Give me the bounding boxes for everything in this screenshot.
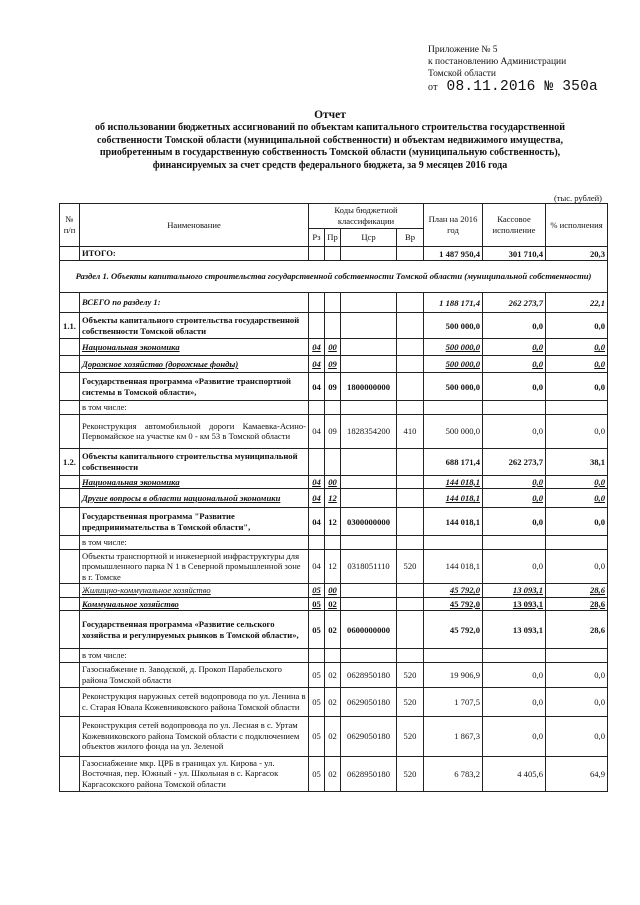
table-row (60, 489, 608, 508)
table-row (60, 649, 608, 663)
table-row (60, 611, 608, 649)
row-vr (397, 401, 424, 415)
row-csr: 0600000000 (341, 611, 397, 649)
row-csr: 0628950180 (341, 756, 397, 791)
row-number: 1.1. (60, 313, 80, 339)
row-name: Другие вопросы в области национальной экономики (80, 489, 309, 508)
title-line: финансируемых за счет средств федерального бюджета, за 9 месяцев 2016 года (152, 159, 508, 171)
row-pct: 0,0 (546, 716, 608, 756)
row-plan: 45 792,0 (424, 597, 483, 611)
row-cash: 0,0 (483, 339, 546, 356)
row-plan: 144 018,1 (424, 475, 483, 489)
row-number (60, 716, 80, 756)
row-number (60, 536, 80, 550)
col-codes: Коды бюджетной классификации (309, 204, 424, 229)
units-label: (тыс. рублей) (553, 193, 602, 203)
row-rz (309, 448, 325, 475)
row-pct: 0,0 (546, 662, 608, 687)
row-pr: 12 (325, 508, 341, 536)
row-pct: 64,9 (546, 756, 608, 791)
row-rz: 04 (309, 489, 325, 508)
row-rz (309, 293, 325, 313)
row-csr (341, 489, 397, 508)
row-rz: 05 (309, 662, 325, 687)
table-row (60, 247, 608, 261)
table-row (60, 401, 608, 415)
row-pr (325, 401, 341, 415)
table-row (60, 756, 608, 791)
row-name: Реконструкция автомобильной дороги Камаевка-Асино-Первомайское на участке км 0 - км 53 в Томской области (80, 414, 309, 448)
row-pr: 02 (325, 597, 341, 611)
col-num: № п/п (60, 204, 80, 247)
report-title (60, 108, 600, 172)
row-csr (341, 293, 397, 313)
row-pr (325, 313, 341, 339)
row-cash: 0,0 (483, 373, 546, 401)
row-cash: 13 093,1 (483, 584, 546, 598)
row-rz: 05 (309, 597, 325, 611)
row-number (60, 293, 80, 313)
row-rz (309, 649, 325, 663)
row-csr: 0628950180 (341, 662, 397, 687)
row-number (60, 549, 80, 584)
row-pr (325, 293, 341, 313)
row-name: Национальная экономика (80, 339, 309, 356)
row-plan: 1 707,5 (424, 687, 483, 716)
row-pr (325, 448, 341, 475)
row-plan: 144 018,1 (424, 549, 483, 584)
row-pct: 0,0 (546, 373, 608, 401)
table-row (60, 716, 608, 756)
table-row (60, 597, 608, 611)
row-csr (341, 401, 397, 415)
row-cash: 13 093,1 (483, 611, 546, 649)
row-number: 1.2. (60, 448, 80, 475)
row-rz (309, 247, 325, 261)
row-cash: 0,0 (483, 508, 546, 536)
row-pct (546, 536, 608, 550)
row-number (60, 597, 80, 611)
table-row (60, 584, 608, 598)
section-row (60, 261, 608, 293)
row-rz: 05 (309, 756, 325, 791)
row-name: Жилищно-коммунальное хозяйство (80, 584, 309, 598)
row-name: Объекты транспортной и инженерной инфраструктуры для промышленного парка N 1 в Северной промышленной зоне в г. Томске (80, 549, 309, 584)
title-line: собственности Томской области (муниципальной собственности) и объектам недвижимого имущества, (97, 134, 563, 146)
row-vr (397, 247, 424, 261)
row-vr (397, 597, 424, 611)
row-plan (424, 536, 483, 550)
row-csr: 1828354200 (341, 414, 397, 448)
row-pct: 0,0 (546, 356, 608, 373)
row-rz: 04 (309, 549, 325, 584)
row-csr (341, 247, 397, 261)
row-csr (341, 649, 397, 663)
col-rz: Рз (309, 229, 325, 247)
row-csr: 0318051110 (341, 549, 397, 584)
row-vr (397, 584, 424, 598)
row-rz (309, 536, 325, 550)
table-row (60, 549, 608, 584)
row-pr (325, 247, 341, 261)
row-name: Объекты капитального строительства государственной собственности Томской области (80, 313, 309, 339)
row-number (60, 247, 80, 261)
row-csr (341, 597, 397, 611)
row-plan: 6 783,2 (424, 756, 483, 791)
row-pct: 0,0 (546, 313, 608, 339)
table-row (60, 373, 608, 401)
row-pr: 09 (325, 356, 341, 373)
row-pct: 0,0 (546, 414, 608, 448)
row-number (60, 687, 80, 716)
row-plan: 45 792,0 (424, 584, 483, 598)
row-name: в том числе: (80, 536, 309, 550)
row-csr (341, 475, 397, 489)
row-number (60, 373, 80, 401)
row-csr (341, 313, 397, 339)
row-pct: 0,0 (546, 339, 608, 356)
row-plan: 500 000,0 (424, 339, 483, 356)
col-name: Наименование (80, 204, 309, 247)
table-row (60, 662, 608, 687)
table-row (60, 339, 608, 356)
row-csr: 0300000000 (341, 508, 397, 536)
row-rz: 05 (309, 687, 325, 716)
row-name: в том числе: (80, 401, 309, 415)
annex-line: Приложение № 5 (428, 45, 498, 55)
row-pct (546, 401, 608, 415)
row-number (60, 584, 80, 598)
row-pct: 28,6 (546, 597, 608, 611)
row-name: Государственная программа «Развитие транспортной системы в Томской области», (80, 373, 309, 401)
row-name: ВСЕГО по разделу 1: (80, 293, 309, 313)
row-number (60, 401, 80, 415)
row-cash: 0,0 (483, 549, 546, 584)
row-plan: 144 018,1 (424, 489, 483, 508)
row-name: Газоснабжение мкр. ЦРБ в границах ул. Кирова - ул. Восточная, пер. Южный - ул. Школьная в с. Каргасок Каргасокского района Томской области (80, 756, 309, 791)
row-cash: 0,0 (483, 356, 546, 373)
row-rz: 04 (309, 339, 325, 356)
row-pct: 20,3 (546, 247, 608, 261)
row-number (60, 489, 80, 508)
row-vr (397, 489, 424, 508)
row-vr (397, 611, 424, 649)
row-rz: 04 (309, 356, 325, 373)
row-plan (424, 649, 483, 663)
row-vr (397, 313, 424, 339)
row-rz: 05 (309, 584, 325, 598)
row-name: в том числе: (80, 649, 309, 663)
title-line: Отчет (314, 109, 346, 121)
row-vr: 410 (397, 414, 424, 448)
table-row (60, 475, 608, 489)
row-pr: 00 (325, 584, 341, 598)
row-pr: 09 (325, 373, 341, 401)
row-name: Реконструкция наружных сетей водопровода по ул. Ленина в с. Старая Ювала Кожевниковского района Томской области (80, 687, 309, 716)
row-cash: 0,0 (483, 716, 546, 756)
row-plan: 144 018,1 (424, 508, 483, 536)
row-rz: 04 (309, 414, 325, 448)
row-vr: 520 (397, 687, 424, 716)
table-row (60, 508, 608, 536)
row-csr (341, 536, 397, 550)
row-plan: 45 792,0 (424, 611, 483, 649)
row-name: Коммунальное хозяйство (80, 597, 309, 611)
row-vr (397, 536, 424, 550)
row-number (60, 339, 80, 356)
resolution-date (428, 81, 598, 94)
row-pr: 02 (325, 756, 341, 791)
row-rz: 05 (309, 611, 325, 649)
table-row (60, 414, 608, 448)
row-csr: 0629050180 (341, 716, 397, 756)
row-rz: 04 (309, 373, 325, 401)
row-rz (309, 401, 325, 415)
row-cash: 13 093,1 (483, 597, 546, 611)
row-pct: 0,0 (546, 489, 608, 508)
table-body (60, 247, 608, 792)
row-name: ИТОГО: (80, 247, 309, 261)
table-row (60, 356, 608, 373)
row-rz (309, 313, 325, 339)
row-vr (397, 356, 424, 373)
annex-line: Томской области (428, 69, 496, 79)
row-cash: 0,0 (483, 414, 546, 448)
row-plan: 500 000,0 (424, 373, 483, 401)
row-pct: 0,0 (546, 475, 608, 489)
row-pr: 02 (325, 716, 341, 756)
table-row (60, 687, 608, 716)
col-csr: Цср (341, 229, 397, 247)
title-line: приобретенным в государственную собственность Томской области (муниципальную собственность), (99, 147, 561, 159)
row-pr: 12 (325, 549, 341, 584)
row-pr: 00 (325, 475, 341, 489)
row-cash (483, 401, 546, 415)
row-vr (397, 373, 424, 401)
table-row (60, 448, 608, 475)
row-plan: 19 906,9 (424, 662, 483, 687)
row-vr (397, 293, 424, 313)
row-rz: 04 (309, 475, 325, 489)
row-pr: 09 (325, 414, 341, 448)
row-pct (546, 649, 608, 663)
row-number (60, 414, 80, 448)
row-plan: 1 867,3 (424, 716, 483, 756)
row-name: Объекты капитального строительства муниципальной собственности (80, 448, 309, 475)
row-csr (341, 448, 397, 475)
row-cash: 301 710,4 (483, 247, 546, 261)
row-csr (341, 339, 397, 356)
row-plan: 500 000,0 (424, 356, 483, 373)
row-pct: 0,0 (546, 549, 608, 584)
row-csr (341, 584, 397, 598)
col-plan: План на 2016 год (424, 204, 483, 247)
row-pct: 0,0 (546, 687, 608, 716)
row-pr (325, 649, 341, 663)
row-rz: 05 (309, 716, 325, 756)
row-number (60, 508, 80, 536)
row-pr: 02 (325, 611, 341, 649)
row-pr: 02 (325, 687, 341, 716)
row-cash: 262 273,7 (483, 448, 546, 475)
row-pr: 12 (325, 489, 341, 508)
row-name: Дорожное хозяйство (дорожные фонды) (80, 356, 309, 373)
row-cash: 0,0 (483, 475, 546, 489)
row-cash (483, 536, 546, 550)
row-pr (325, 536, 341, 550)
row-vr (397, 508, 424, 536)
row-cash: 4 405,6 (483, 756, 546, 791)
table-row (60, 536, 608, 550)
row-vr: 520 (397, 662, 424, 687)
row-vr (397, 475, 424, 489)
row-plan: 500 000,0 (424, 414, 483, 448)
row-cash: 0,0 (483, 687, 546, 716)
row-pr: 00 (325, 339, 341, 356)
row-csr (341, 356, 397, 373)
row-pr: 02 (325, 662, 341, 687)
row-plan: 1 188 171,4 (424, 293, 483, 313)
row-plan (424, 401, 483, 415)
row-number (60, 649, 80, 663)
col-pct: % исполнения (546, 204, 608, 247)
row-rz: 04 (309, 508, 325, 536)
row-cash: 0,0 (483, 489, 546, 508)
section-title: Раздел 1. Объекты капитального строительства государственной собственности Томской области (муниципальной собственности) (60, 261, 608, 293)
row-cash (483, 649, 546, 663)
row-cash: 0,0 (483, 313, 546, 339)
row-vr: 520 (397, 549, 424, 584)
row-number (60, 611, 80, 649)
row-vr (397, 448, 424, 475)
report-table (59, 203, 608, 792)
row-name: Государственная программа «Развитие сельского хозяйства и регулируемых рынков в Томской области», (80, 611, 309, 649)
date-number: 08.11.2016 № 350а (446, 79, 598, 95)
row-cash: 0,0 (483, 662, 546, 687)
row-pct: 0,0 (546, 508, 608, 536)
title-line: об использовании бюджетных ассигнований по объектам капитального строительства государственной (95, 122, 565, 133)
row-csr: 1800000000 (341, 373, 397, 401)
row-vr: 520 (397, 716, 424, 756)
row-pct: 38,1 (546, 448, 608, 475)
row-number (60, 662, 80, 687)
row-pct: 28,6 (546, 611, 608, 649)
col-vr: Вр (397, 229, 424, 247)
row-name: Реконструкция сетей водопровода по ул. Лесная в с. Уртам Кожевниковского района Томской области с подключением объектов жилого фонда на ул. Зеленой (80, 716, 309, 756)
row-plan: 688 171,4 (424, 448, 483, 475)
row-name: Национальная экономика (80, 475, 309, 489)
row-vr: 520 (397, 756, 424, 791)
row-pct: 22,1 (546, 293, 608, 313)
row-cash: 262 273,7 (483, 293, 546, 313)
row-number (60, 756, 80, 791)
annex-block (428, 44, 598, 94)
row-plan: 500 000,0 (424, 313, 483, 339)
row-name: Газоснабжение п. Заводской, д. Прокоп Парабельского района Томской области (80, 662, 309, 687)
date-prefix: от (428, 82, 438, 93)
row-number (60, 475, 80, 489)
col-cash: Кассовое исполнение (483, 204, 546, 247)
row-vr (397, 649, 424, 663)
annex-line: к постановлению Администрации (428, 57, 567, 67)
row-pct: 28,6 (546, 584, 608, 598)
col-pr: Пр (325, 229, 341, 247)
row-vr (397, 339, 424, 356)
row-csr: 0629050180 (341, 687, 397, 716)
row-name: Государственная программа "Развитие предпринимательства в Томской области", (80, 508, 309, 536)
table-row (60, 313, 608, 339)
row-plan: 1 487 950,4 (424, 247, 483, 261)
row-number (60, 356, 80, 373)
table-row (60, 293, 608, 313)
